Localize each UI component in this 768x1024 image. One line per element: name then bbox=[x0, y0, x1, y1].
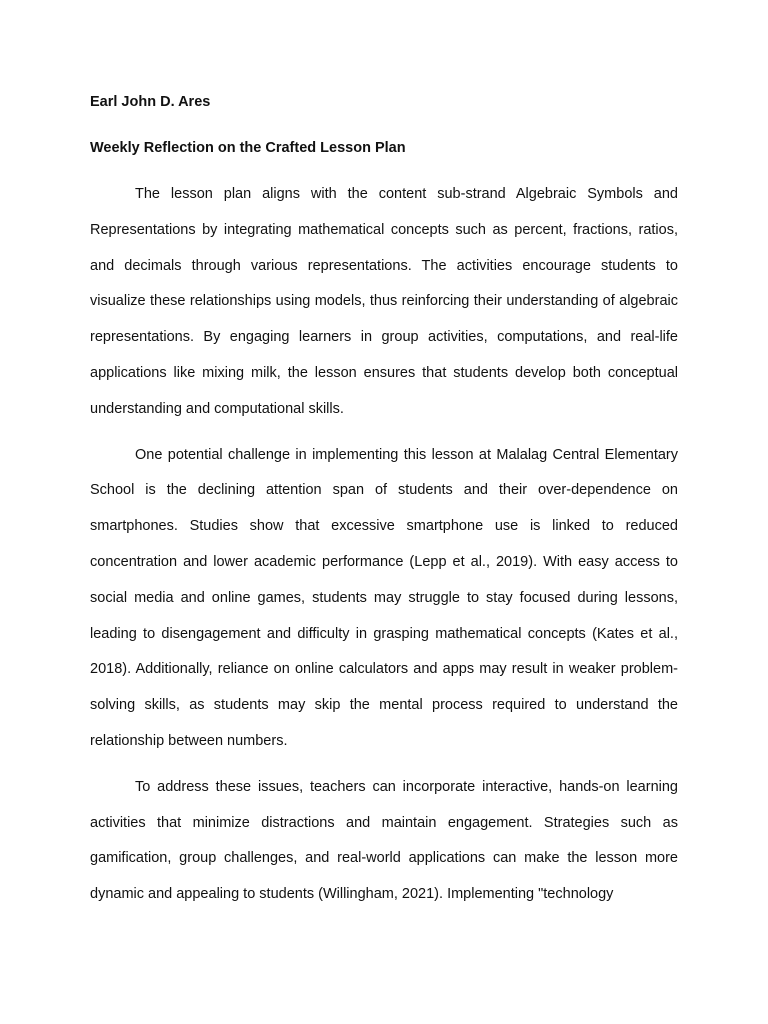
paragraph-1: The lesson plan aligns with the content sub-strand Algebraic Symbols and Representations by integrating mathematical concepts such as percent, fractions, ratios, and decimals through various representations. The activities encourage students to visualize these relationships using models, thus reinforcing their understanding of algebraic representations. By engaging learners in group activities, computations, and real-life applications like mixing milk, the lesson ensures that students develop both conceptual understanding and computational skills. bbox=[90, 186, 678, 417]
document-page bbox=[90, 85, 678, 923]
document-title: Weekly Reflection on the Crafted Lesson Plan bbox=[90, 140, 406, 156]
paragraph-3: To address these issues, teachers can incorporate interactive, hands-on learning activities that minimize distractions and maintain engagement. Strategies such as gamification, group challenges, and real-world applications can make the lesson more dynamic and appealing to students (Willingham, 2021). Implementing "technology bbox=[90, 778, 678, 903]
paragraph-2: One potential challenge in implementing this lesson at Malalag Central Elementary School is the declining attention span of students and their over-dependence on smartphones. Studies show that excessive smartphone use is linked to reduced concentration and lower academic performance (Lepp et al., 2019). With easy access to social media and online games, students may struggle to stay focused during lessons, leading to disengagement and difficulty in grasping mathematical concepts (Kates et al., 2018). Additionally, reliance on online calculators and apps may result in weaker problem-solving skills, as students may skip the mental process required to understand the relationship between numbers. bbox=[90, 446, 678, 749]
author-name: Earl John D. Ares bbox=[90, 94, 211, 110]
